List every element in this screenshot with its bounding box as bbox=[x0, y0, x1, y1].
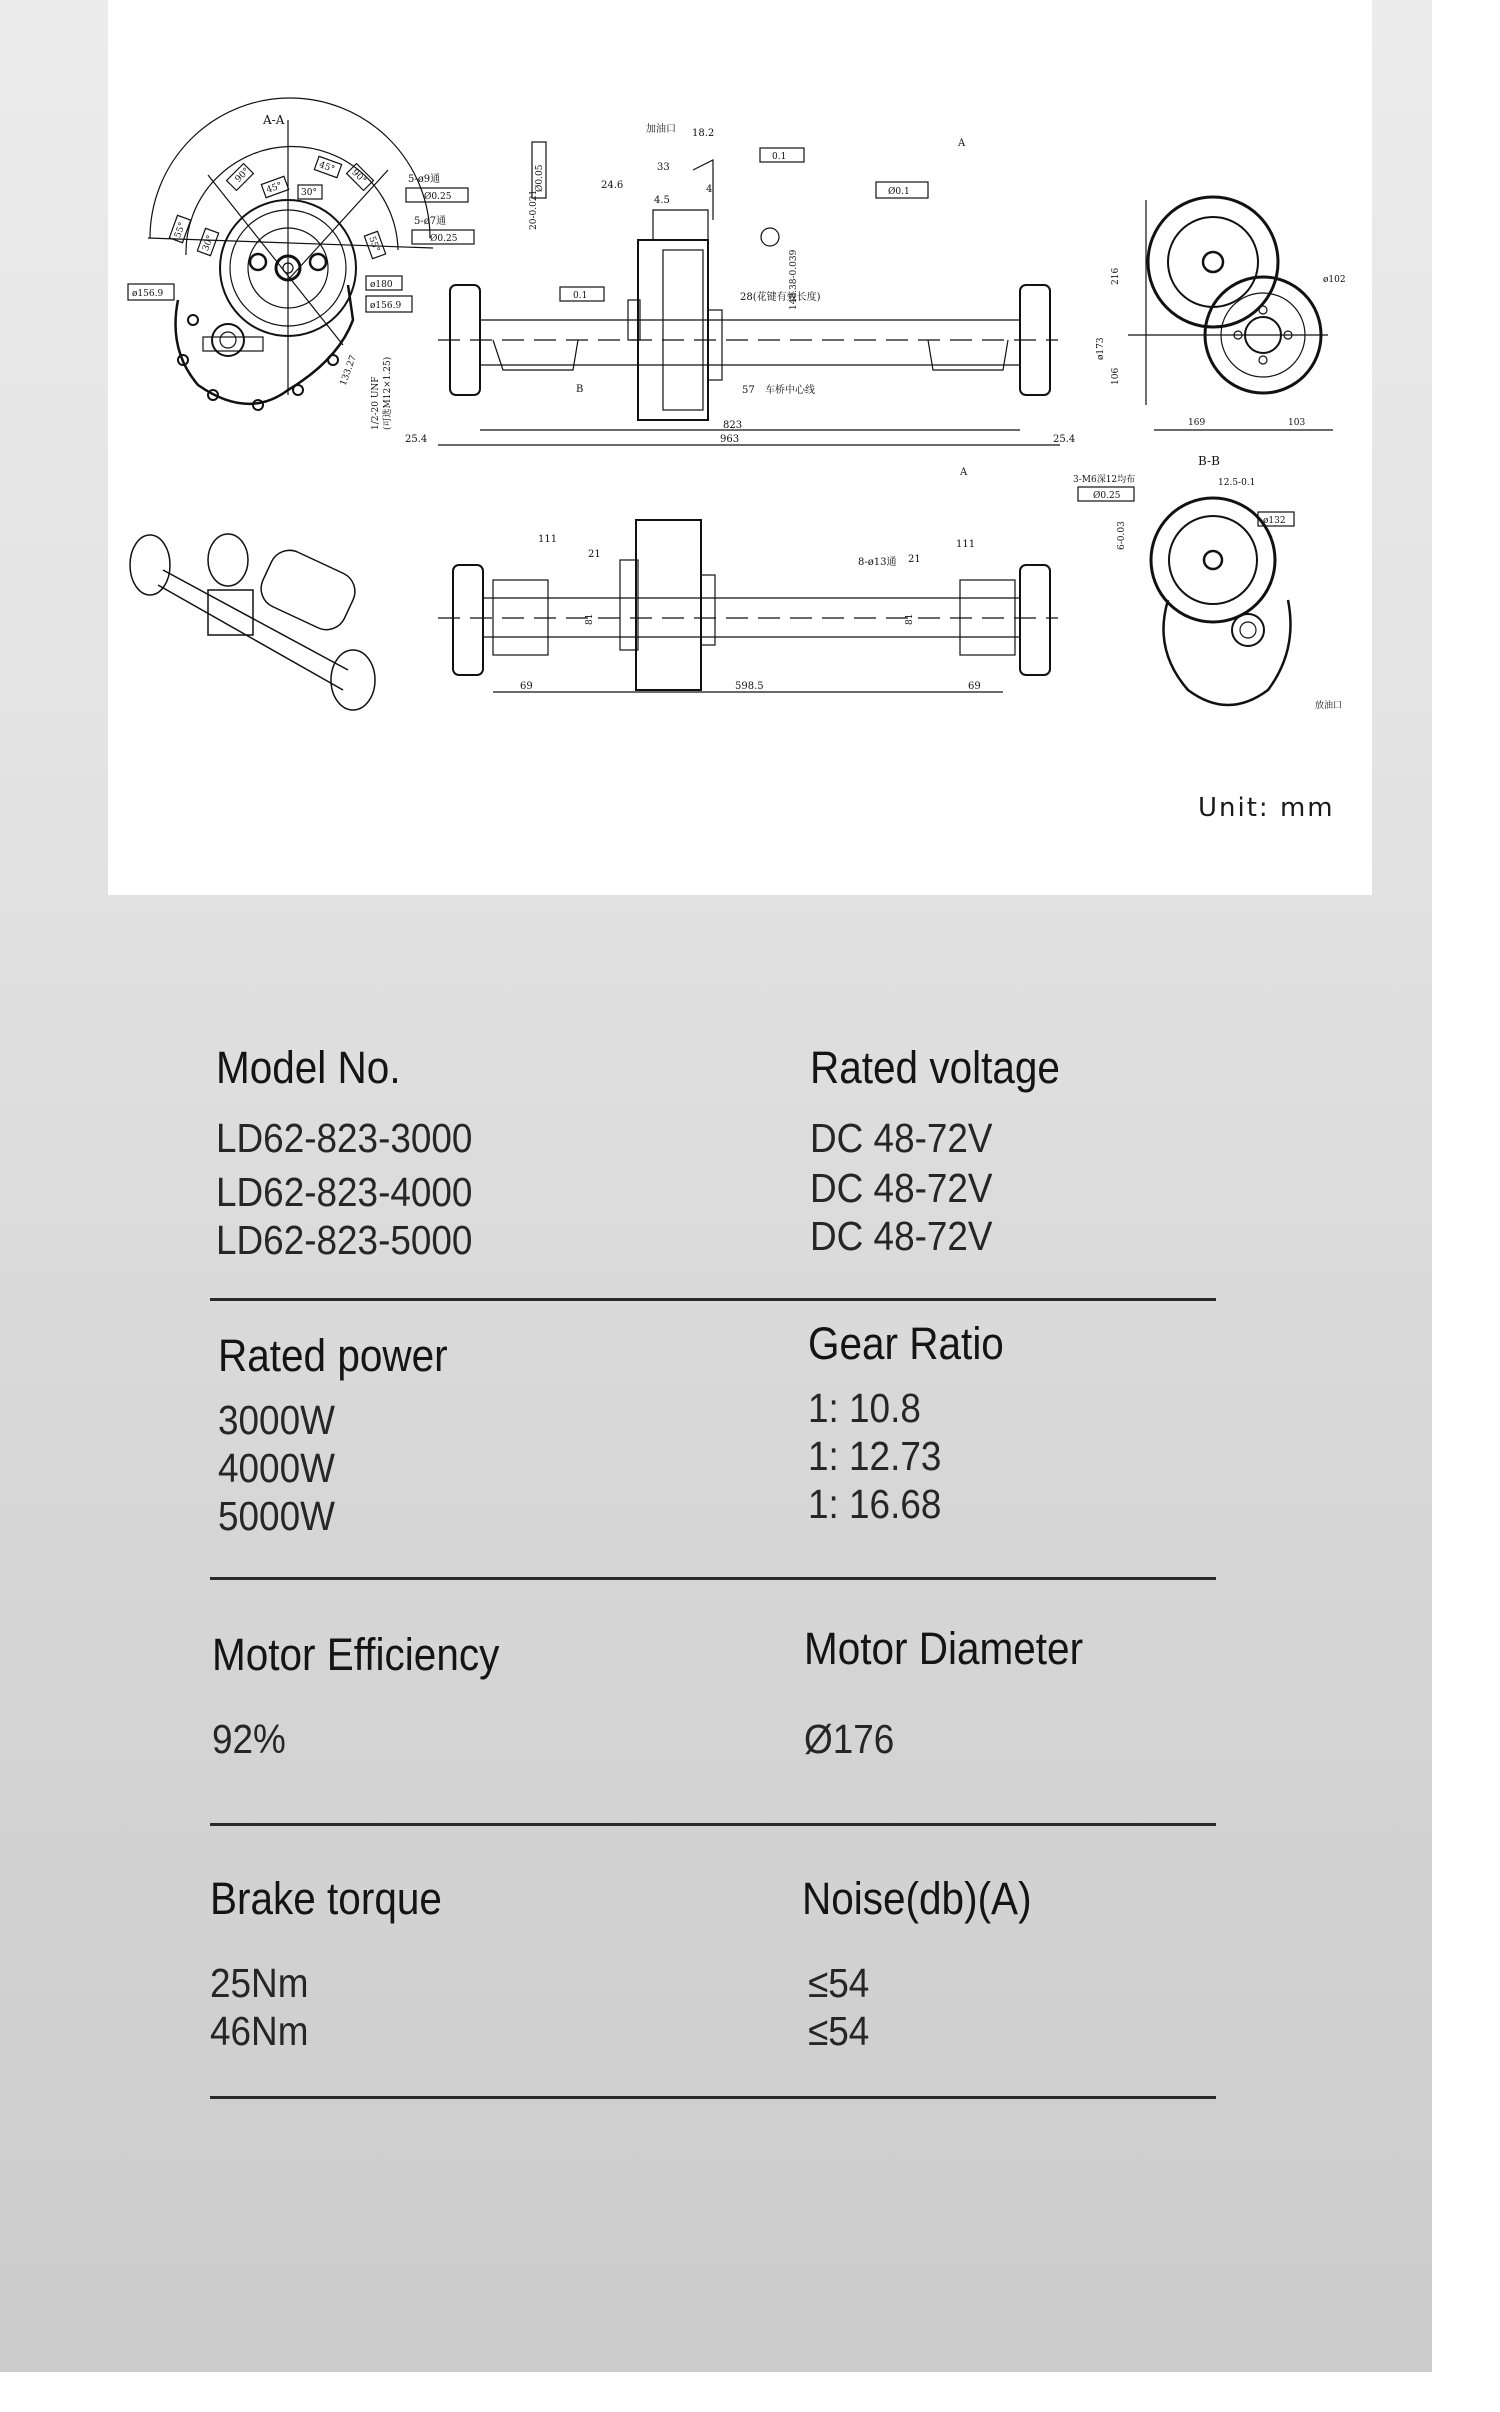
tolerance-005: Ø0.05 bbox=[535, 164, 545, 192]
dim-18-2: 18.2 bbox=[692, 128, 715, 139]
dim-24-6: 24.6 bbox=[601, 180, 624, 191]
angle-label: 30° bbox=[301, 188, 317, 198]
angle-label: 55° bbox=[173, 221, 189, 240]
spec-motor-efficiency bbox=[212, 1629, 531, 1763]
dim-102: ø102 bbox=[1323, 275, 1346, 285]
dim-216: 216 bbox=[1111, 267, 1121, 285]
thread-alt-label: (可选M12×1.25) bbox=[383, 356, 393, 430]
dim-81-right: 81 bbox=[905, 613, 915, 625]
dim-132: ø132 bbox=[1263, 516, 1286, 526]
dim-25-4-right: 25.4 bbox=[1053, 434, 1076, 445]
spec-value: 5000W bbox=[218, 1493, 335, 1539]
divider bbox=[210, 1823, 1216, 1826]
dim-106: 106 bbox=[1111, 367, 1121, 385]
unit-label: Unit: mm bbox=[1198, 793, 1335, 823]
spec-noise bbox=[802, 1873, 1057, 2055]
angle-label: 90° bbox=[233, 166, 252, 185]
spec-title: Brake torque bbox=[210, 1873, 442, 1924]
section-b-marker: B bbox=[576, 384, 584, 395]
spec-gear-ratio bbox=[808, 1318, 1026, 1528]
dim-69-left: 69 bbox=[520, 681, 533, 692]
oil-drain-label: 放油口 bbox=[1315, 701, 1343, 711]
divider bbox=[210, 2096, 1216, 2099]
dim-12-5: 12.5-0.1 bbox=[1218, 478, 1256, 488]
label-aa: A-A bbox=[263, 113, 285, 127]
plan-view bbox=[438, 520, 1058, 692]
dim-6: 6-0.03 bbox=[1117, 521, 1127, 550]
spec-value: DC 48-72V bbox=[810, 1213, 993, 1259]
dim-111-right: 111 bbox=[956, 539, 976, 550]
spec-title: Model No. bbox=[216, 1042, 401, 1093]
dim-21-right: 21 bbox=[908, 554, 921, 565]
holes-13-label: 8-ø13通 bbox=[858, 557, 897, 568]
dim-25-4-left: 25.4 bbox=[405, 434, 428, 445]
spec-model-no bbox=[216, 1042, 501, 1264]
angle-label: 55° bbox=[366, 235, 382, 254]
bb-tolerance: Ø0.25 bbox=[1093, 491, 1121, 501]
runout-label: 0.1 bbox=[573, 291, 588, 301]
tolerance-01: Ø0.1 bbox=[888, 187, 910, 197]
dim-81-left: 81 bbox=[585, 613, 595, 625]
spec-title: Noise(db)(A) bbox=[802, 1873, 1032, 1924]
dim-21-left: 21 bbox=[588, 549, 601, 560]
dim-598-5: 598.5 bbox=[735, 681, 764, 692]
thread-label: 1/2-20 UNF bbox=[371, 376, 381, 430]
front-elevation-view bbox=[405, 122, 1106, 478]
spec-value: 3000W bbox=[218, 1397, 335, 1443]
dim-963: 963 bbox=[720, 434, 740, 445]
dim-180: ø180 bbox=[370, 280, 393, 290]
tolerance-label: Ø0.25 bbox=[424, 192, 452, 202]
dim-156-left: ø156.9 bbox=[132, 289, 164, 299]
holes-9-label: 5-ø9通 bbox=[408, 174, 441, 185]
spec-value: 92% bbox=[212, 1716, 286, 1762]
spec-title: Rated voltage bbox=[810, 1042, 1060, 1093]
angle-label: 30° bbox=[201, 234, 217, 253]
divider bbox=[210, 1298, 1216, 1301]
label-bb: B-B bbox=[1198, 454, 1220, 468]
spec-value: ≤54 bbox=[808, 1960, 870, 2006]
section-a-marker: A bbox=[958, 138, 966, 149]
dim-103: 103 bbox=[1288, 418, 1306, 428]
dim-148: 148.38-0.039 bbox=[789, 249, 799, 310]
spec-value: DC 48-72V bbox=[810, 1165, 993, 1211]
dim-156-right: ø156.9 bbox=[370, 301, 402, 311]
oil-fill-label: 加油口 bbox=[646, 124, 676, 135]
spec-title: Rated power bbox=[218, 1330, 448, 1381]
spec-title: Gear Ratio bbox=[808, 1318, 1004, 1369]
spline-label: 28(花键有效长度) bbox=[740, 292, 821, 303]
technical-drawing-card bbox=[108, 0, 1372, 895]
spec-title: Motor Diameter bbox=[804, 1623, 1084, 1674]
spec-value: LD62-823-5000 bbox=[216, 1217, 473, 1263]
angle-label: 90° bbox=[349, 167, 368, 187]
spec-motor-diameter bbox=[804, 1623, 1114, 1763]
angle-label: 45° bbox=[265, 180, 284, 196]
axle-center-label: 车桥中心线 bbox=[765, 385, 815, 396]
spec-value: 46Nm bbox=[210, 2008, 309, 2054]
angle-label: 45° bbox=[317, 160, 336, 176]
dim-111-left: 111 bbox=[538, 534, 558, 545]
tolerance-label: Ø0.25 bbox=[430, 234, 458, 244]
dim-823: 823 bbox=[723, 420, 743, 431]
perspective-view bbox=[130, 534, 375, 710]
dim-4-5: 4.5 bbox=[654, 195, 670, 206]
spec-value: 1: 16.68 bbox=[808, 1481, 942, 1527]
section-bb-view bbox=[1073, 454, 1342, 711]
dim-20: 20-0.021 bbox=[529, 189, 539, 230]
dim-133: 133.27 bbox=[338, 354, 359, 388]
spec-brake-torque bbox=[210, 1873, 468, 2055]
spec-value: 4000W bbox=[218, 1445, 335, 1491]
m6-label: 3-M6深12均布 bbox=[1073, 475, 1136, 485]
axle-drawing bbox=[108, 0, 1372, 895]
dim-69-right: 69 bbox=[968, 681, 981, 692]
spec-value: LD62-823-4000 bbox=[216, 1169, 473, 1215]
spec-rated-power bbox=[218, 1330, 473, 1540]
spec-value: Ø176 bbox=[804, 1716, 895, 1762]
dim-4: 4 bbox=[706, 184, 713, 195]
section-a-marker: A bbox=[960, 467, 968, 478]
runout-label: 0.1 bbox=[772, 152, 787, 162]
spec-value: 1: 12.73 bbox=[808, 1433, 942, 1479]
spec-rated-voltage bbox=[810, 1042, 1088, 1260]
side-view bbox=[1111, 197, 1346, 430]
divider bbox=[210, 1577, 1216, 1580]
dim-57: 57 bbox=[742, 385, 755, 396]
section-aa-view bbox=[128, 98, 474, 430]
spec-value: DC 48-72V bbox=[810, 1115, 993, 1161]
holes-7-label: 5-ø7通 bbox=[414, 216, 447, 227]
dim-173: ø173 bbox=[1096, 337, 1106, 360]
spec-title: Motor Efficiency bbox=[212, 1629, 500, 1680]
dim-169: 169 bbox=[1188, 418, 1206, 428]
dim-33: 33 bbox=[657, 162, 670, 173]
spec-value: ≤54 bbox=[808, 2008, 870, 2054]
spec-value: 25Nm bbox=[210, 1960, 309, 2006]
spec-value: LD62-823-3000 bbox=[216, 1115, 473, 1161]
spec-value: 1: 10.8 bbox=[808, 1385, 921, 1431]
